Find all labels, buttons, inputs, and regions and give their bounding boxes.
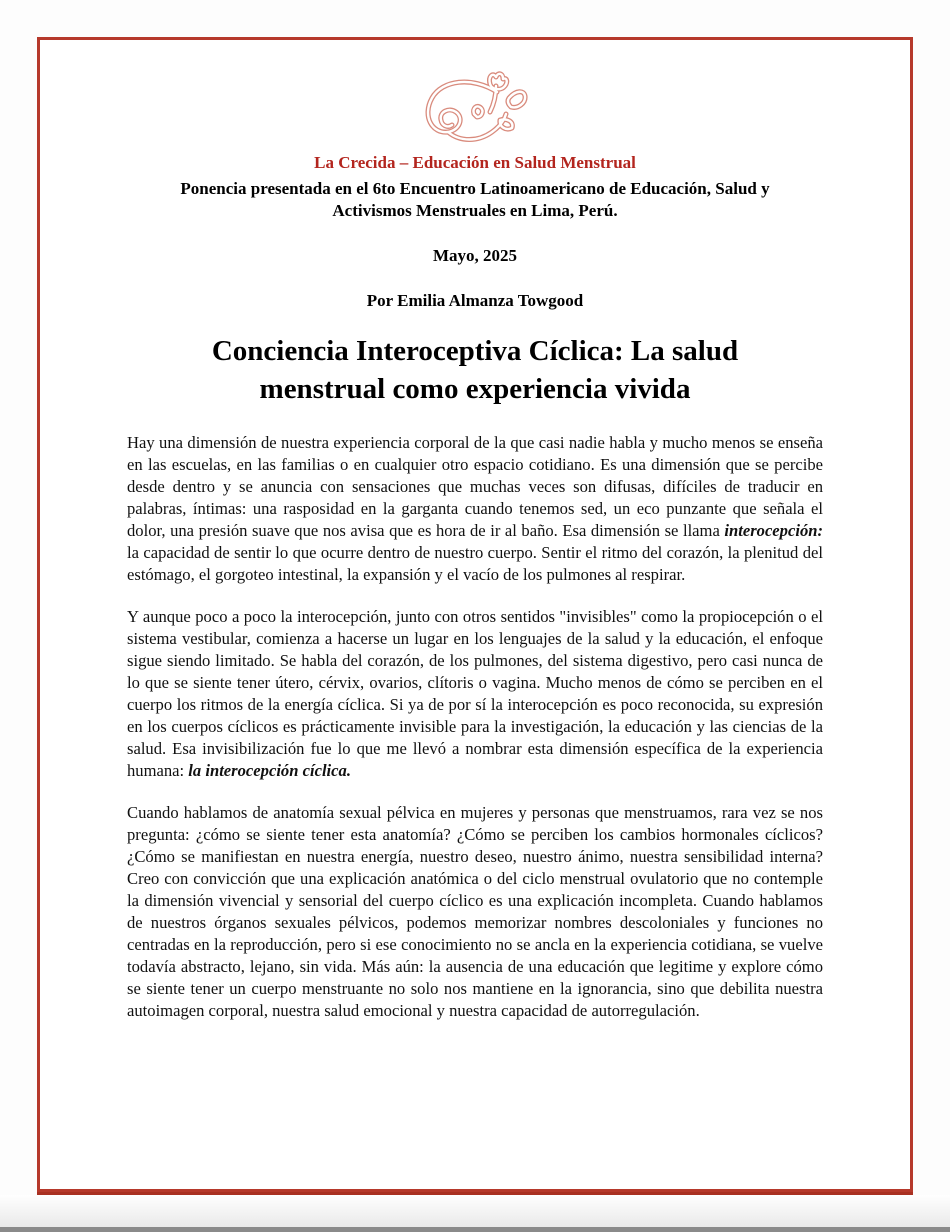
body-paragraph	[127, 802, 823, 1022]
organization-title: La Crecida – Educación en Salud Menstrual	[314, 153, 636, 172]
author-byline: Por Emilia Almanza Towgood	[366, 291, 584, 310]
viewer-bottom-fade	[0, 1195, 950, 1227]
viewer-bottom-bar	[0, 1227, 950, 1232]
body-paragraph	[127, 606, 823, 782]
event-statement	[40, 178, 910, 222]
publication-date: Mayo, 2025	[432, 246, 518, 265]
main-title-line-2: menstrual como experiencia vivida	[259, 373, 691, 405]
emphasized-term: la interocepción cíclica.	[188, 761, 351, 780]
body-text	[127, 432, 823, 1022]
main-title-line-1: Conciencia Interoceptiva Cíclica: La salud	[211, 335, 739, 367]
emphasized-term: interocepción:	[724, 521, 823, 540]
event-statement-line-2: Activismos Menstruales en Lima, Perú.	[332, 201, 618, 220]
body-paragraph	[127, 432, 823, 586]
paragraph-text: la capacidad de sentir lo que ocurre dentro de nuestro cuerpo. Sentir el ritmo del corazón, la plenitud del estómago, el gorgoteo intestinal, la expansión y el vacío de los pulmones al respirar.	[127, 543, 823, 584]
document-page	[37, 37, 913, 1192]
paragraph-text: Cuando hablamos de anatomía sexual pélvica en mujeres y personas que menstruamos, rara vez se nos pregunta: ¿cómo se siente tener esta anatomía? ¿Cómo se perciben los cambios hormonales cíclicos? ¿Cómo se manifiestan en nuestra energía, nuestro deseo, nuestro ánimo, nuestra sensibilidad interna? Creo con convicción que una explicación anatómica o del ciclo menstrual ovulatorio que no contemple la dimensión vivencial y sensorial del cuerpo cíclico es una explicación incompleta. Cuando hablamos de nuestros órganos sexuales pélvicos, podemos memorizar nombres descoloniales y funciones no centradas en la reproducción, pero si ese conocimiento no se ancla en la experiencia cotidiana, se vuelve todavía abstracto, lejano, sin vida. Más aún: la ausencia de una educación que legitime y explore cómo se siente tener un cuerpo menstruante no solo nos mantiene en la ignorancia, sino que debilita nuestra autoimagen corporal, nuestra salud emocional y nuestra capacidad de autorregulación.	[127, 803, 823, 1020]
paragraph-text: Hay una dimensión de nuestra experiencia corporal de la que casi nadie habla y mucho menos se enseña en las escuelas, en las familias o en cualquier otro espacio cotidiano. Es una dimensión que se percibe desde dentro y se anuncia con sensaciones que muchas veces son difusas, difíciles de traducir en palabras, íntimas: una rasposidad en la garganta cuando tenemos sed, un eco punzante que señala el dolor, una presión suave que nos avisa que es hora de ir al baño. Esa dimensión se llama	[127, 433, 823, 540]
floral-flourish-icon	[410, 70, 540, 146]
paragraph-text: Y aunque poco a poco la interocepción, junto con otros sentidos "invisibles" como la propiocepción o el sistema vestibular, comienza a hacerse un lugar en los lenguajes de la salud y la educación, el enfoque sigue siendo limitado. Se habla del corazón, de los pulmones, del sistema digestivo, pero casi nunca de lo que se siente tener útero, cérvix, ovarios, clítoris o vagina. Mucho menos de cómo se perciben en el cuerpo los ritmos de la energía cíclica. Si ya de por sí la interocepción es poco reconocida, su expresión en los cuerpos cíclicos es prácticamente invisible para la investigación, la educación y las ciencias de la salud. Esa invisibilización fue lo que me llevó a nombrar esta dimensión específica de la experiencia humana:	[127, 607, 823, 780]
main-title	[100, 332, 850, 408]
event-statement-line-1: Ponencia presentada en el 6to Encuentro Latinoamericano de Educación, Salud y	[180, 179, 770, 198]
